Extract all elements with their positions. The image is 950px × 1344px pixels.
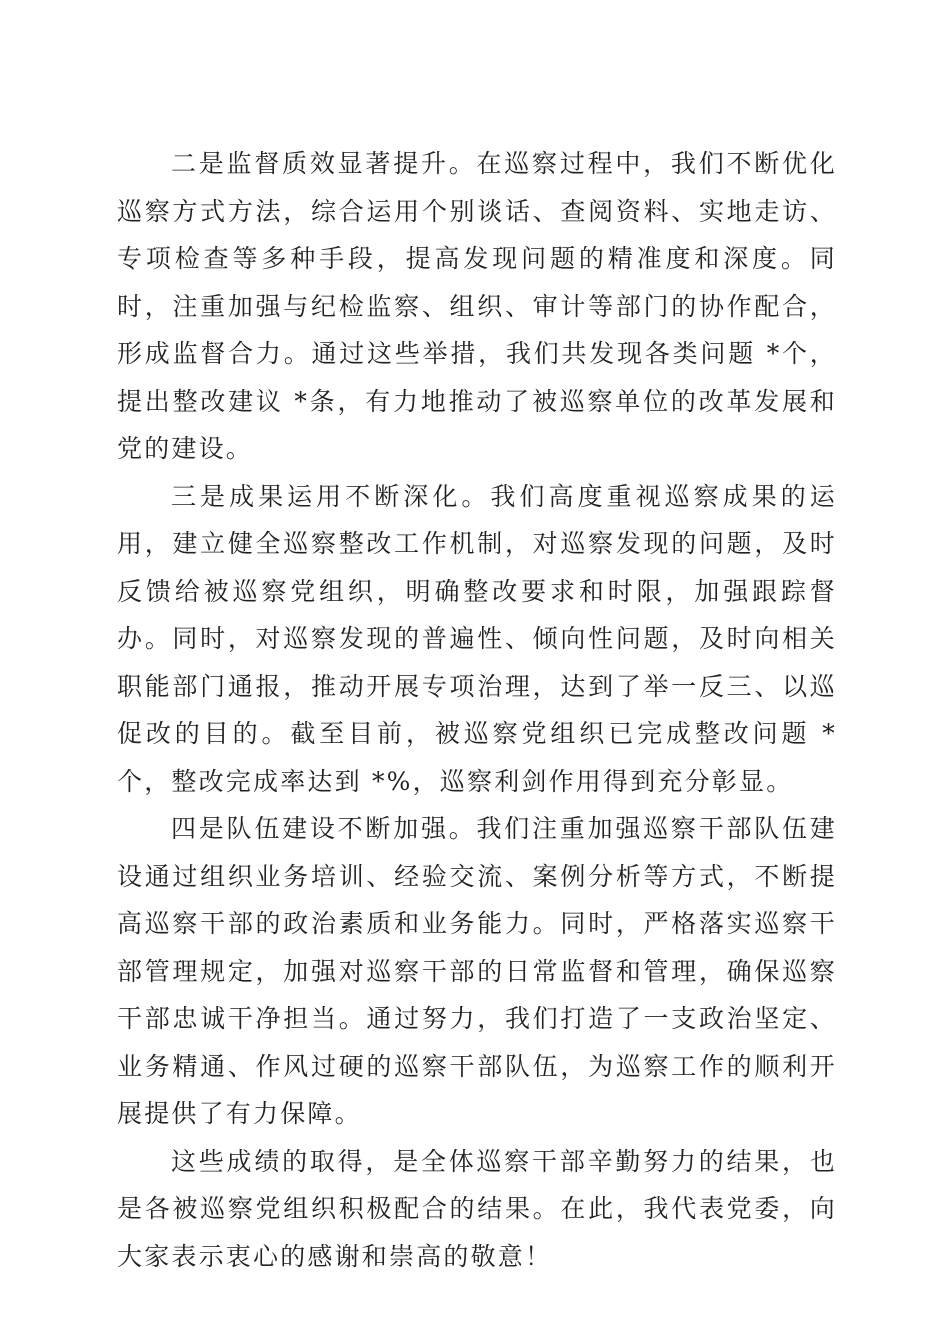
paragraph-supervision-quality: 二是监督质效显著提升。在巡察过程中，我们不断优化巡察方式方法，综合运用个别谈话、查阅资料、实地走访、专项检查等多种手段，提高发现问题的精准度和深度。同时，注重加强与纪检监察、组织、审计等部门的协作配合，形成监督合力。通过这些举措，我们共发现各类问题 *个，提出整改建议 *条，有力地推动了被巡察单位的改革发展和党的建设。 xyxy=(117,149,837,463)
paragraph-results-application: 三是成果运用不断深化。我们高度重视巡察成果的运用，建立健全巡察整改工作机制，对巡察发现的问题，及时反馈给被巡察党组织，明确整改要求和时限，加强跟踪督办。同时，对巡察发现的普遍性、倾向性问题，及时向相关职能部门通报，推动开展专项治理，达到了举一反三、以巡促改的目的。截至目前，被巡察党组织已完成整改问题 *个，整改完成率达到 *%，巡察利剑作用得到充分彰显。 xyxy=(117,481,837,796)
paragraph-team-building: 四是队伍建设不断加强。我们注重加强巡察干部队伍建设通过组织业务培训、经验交流、案例分析等方式，不断提高巡察干部的政治素质和业务能力。同时，严格落实巡察干部管理规定，加强对巡察干部的日常监督和管理，确保巡察干部忠诚干净担当。通过努力，我们打造了一支政治坚定、业务精通、作风过硬的巡察干部队伍，为巡察工作的顺利开展提供了有力保障。 xyxy=(117,814,837,1128)
document-body xyxy=(117,140,837,1280)
paragraph-acknowledgement: 这些成绩的取得，是全体巡察干部辛勤努力的结果，也是各被巡察党组织积极配合的结果。在此，我代表党委，向大家表示衷心的感谢和崇高的敬意！ xyxy=(117,1146,837,1271)
